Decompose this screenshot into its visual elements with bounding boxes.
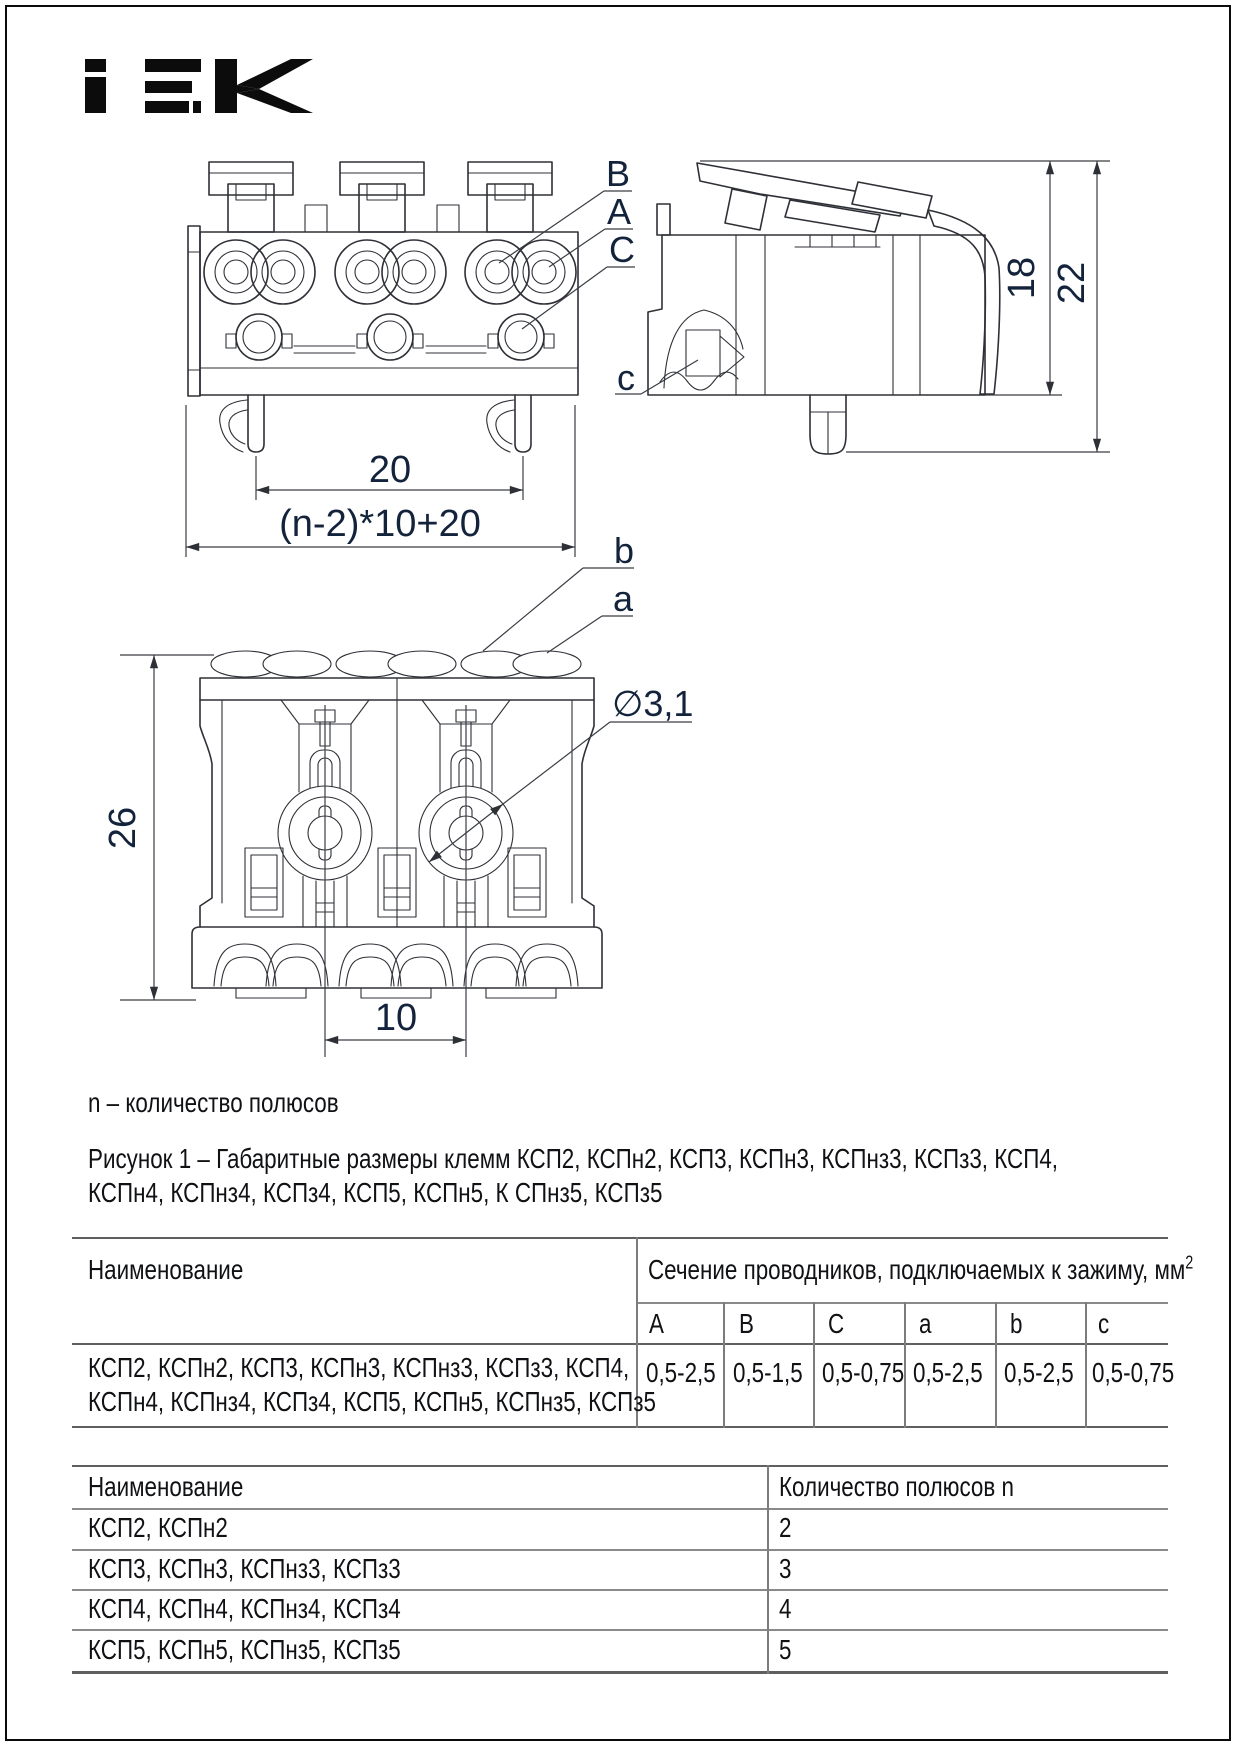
dim-20-label: 20 xyxy=(368,449,412,491)
t2-row3-name: КСП4, КСПн4, КСПнз4, КСПз4 xyxy=(88,1593,401,1624)
side-view xyxy=(615,161,1110,454)
t2-row4-n: 5 xyxy=(779,1634,792,1665)
figure-caption-line1: Рисунок 1 – Габаритные размеры клемм КСП2, КСПн2, КСП3, КСПн3, КСПнз3, КСПз3, КСП4, xyxy=(88,1143,1059,1174)
t2-row1-n: 2 xyxy=(779,1512,792,1543)
lever-2 xyxy=(340,162,424,232)
dim-22-label: 22 xyxy=(1051,261,1093,305)
label-hole-dia: ∅3,1 xyxy=(612,683,694,724)
t1-subcol-b: b xyxy=(1010,1308,1023,1339)
label-B: B xyxy=(606,153,631,194)
lever-3 xyxy=(468,162,552,232)
t1-subcol-c: c xyxy=(1098,1308,1110,1339)
t1-value-a: 0,5-2,5 xyxy=(913,1357,983,1388)
t2-header-name: Наименование xyxy=(88,1471,244,1502)
t1-subcol-a: a xyxy=(919,1308,932,1339)
t2-row1-name: КСП2, КСПн2 xyxy=(88,1512,228,1543)
t1-subcol-C: C xyxy=(828,1308,845,1339)
t2-row4-name: КСП5, КСПн5, КСПнз5, КСПз5 xyxy=(88,1634,401,1665)
label-C: C xyxy=(609,229,635,270)
mounting-foot-left xyxy=(220,395,264,452)
t2-row2-n: 3 xyxy=(779,1553,792,1584)
dim-pole-pitch xyxy=(325,997,466,1040)
bottom-arches xyxy=(214,944,578,986)
t1-value-b: 0,5-2,5 xyxy=(1004,1357,1074,1388)
figure-caption-line2: КСПн4, КСПнз4, КСПз4, КСП5, КСПн5, К СПнз5, КСПз5 xyxy=(88,1177,663,1208)
dim-foot-spacing xyxy=(256,449,523,500)
lever-1 xyxy=(209,162,293,232)
channels xyxy=(303,876,488,927)
t1-value-A: 0,5-2,5 xyxy=(646,1357,716,1388)
port-labels xyxy=(499,153,635,329)
label-b-top: b xyxy=(614,530,635,571)
figure-note: n – количество полюсов xyxy=(88,1087,339,1118)
dim-top-height xyxy=(102,655,214,1000)
top-labels xyxy=(483,530,634,653)
table-conductor-sections xyxy=(72,1237,1194,1428)
t1-value-c: 0,5-0,75 xyxy=(1092,1357,1175,1388)
dim-26-label: 26 xyxy=(102,806,144,850)
mounting-foot-right xyxy=(487,395,531,452)
label-a-top: a xyxy=(613,578,634,619)
t1-value-B: 0,5-1,5 xyxy=(733,1357,803,1388)
front-view xyxy=(186,153,635,557)
t2-row3-n: 4 xyxy=(779,1593,792,1624)
wire-ports xyxy=(204,240,576,360)
bottom-view xyxy=(102,530,693,1057)
label-c-side: c xyxy=(617,357,635,398)
t1-subcol-B: B xyxy=(739,1308,754,1339)
t1-header-section: Сечение проводников, подключаемых к зажиму, $мм^2$ xyxy=(648,1252,1194,1285)
t1-value-C: 0,5-0,75 xyxy=(822,1357,905,1388)
dim-18-label: 18 xyxy=(1001,256,1043,300)
t1-subcol-A: A xyxy=(649,1308,664,1339)
figure-caption xyxy=(88,1142,1240,1210)
table-pole-counts xyxy=(72,1465,1168,1674)
dim-10-label: 10 xyxy=(374,997,418,1039)
t2-header-poles: Количество полюсов n xyxy=(779,1471,1014,1502)
t1-row-name: КСП2, КСПн2, КСП3, КСПн3, КСПнз3, КСПз3, КСП4, КСПн4, КСПнз4, КСПз4, КСП5, КСПн5, КСПнз5, КСПз5 xyxy=(88,1352,656,1417)
t2-row2-name: КСП3, КСПн3, КСПнз3, КСПз3 xyxy=(88,1553,401,1584)
dim-total-width-label: (n-2)*10+20 xyxy=(279,503,481,545)
label-A: A xyxy=(607,191,632,232)
t1-header-name: Наименование xyxy=(88,1254,244,1285)
